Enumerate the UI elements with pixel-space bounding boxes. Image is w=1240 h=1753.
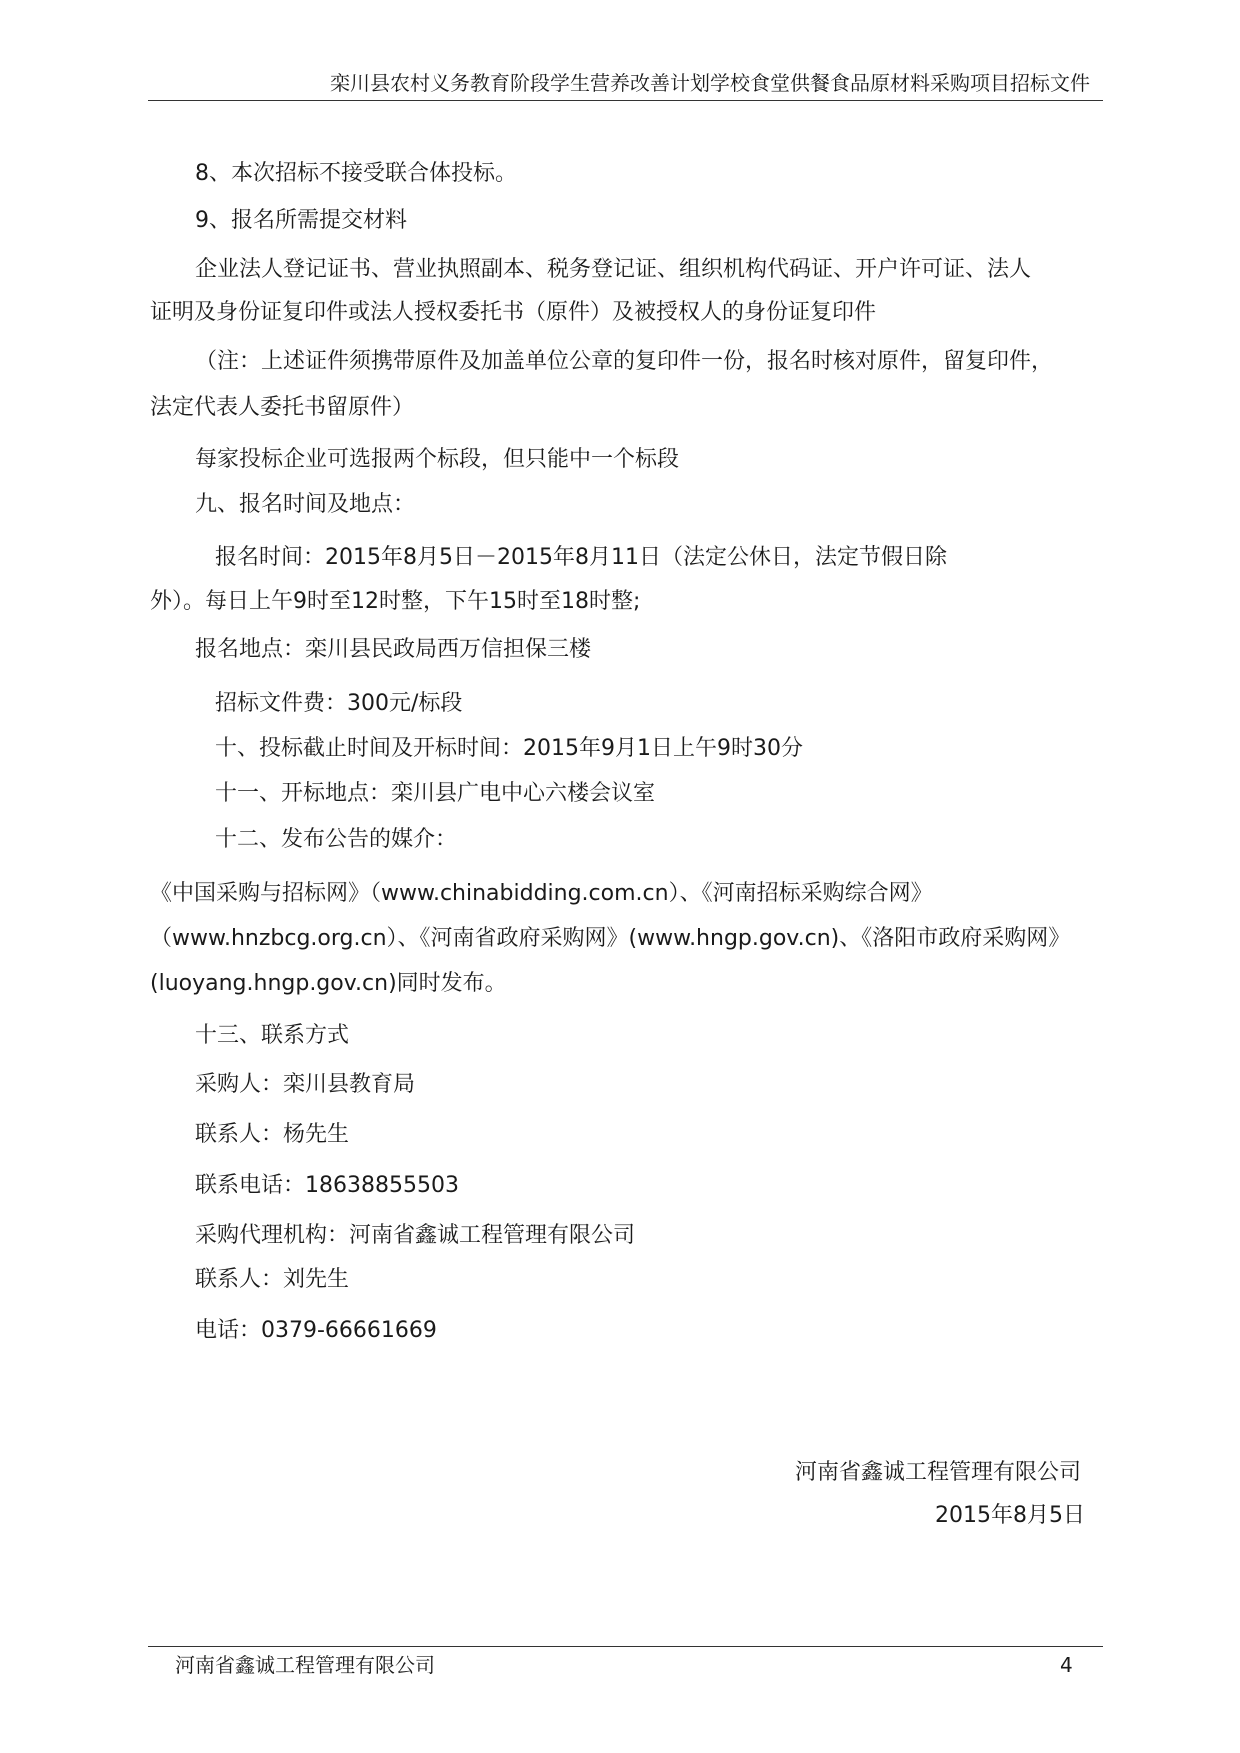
media-line-1: 《中国采购与招标网》（www.chinabidding.com.cn）、《河南招标采购综合网》 xyxy=(150,881,933,906)
item-9: 9、报名所需提交材料 xyxy=(195,208,407,233)
signature-company: 河南省鑫诚工程管理有限公司 xyxy=(795,1460,1082,1485)
contact-person-2: 联系人：刘先生 xyxy=(195,1267,350,1292)
section-11: 十一、开标地点：栾川县广电中心六楼会议室 xyxy=(215,781,656,806)
contact-phone-2: 电话：0379-66661669 xyxy=(195,1318,437,1343)
contact-phone-1: 联系电话：18638855503 xyxy=(195,1173,459,1198)
media-line-3: (luoyang.hngp.gov.cn)同时发布。 xyxy=(150,971,507,996)
media-line-2: （www.hnzbcg.org.cn）、《河南省政府采购网》(www.hngp.gov.cn)、《洛阳市政府采购网》 xyxy=(150,926,1071,951)
purchaser: 采购人：栾川县教育局 xyxy=(195,1072,416,1097)
registration-time-line-1: 报名时间：2015年8月5日－2015年8月11日（法定公休日，法定节假日除 xyxy=(215,545,947,570)
contact-person-1: 联系人：杨先生 xyxy=(195,1122,350,1147)
sections-rule: 每家投标企业可选报两个标段，但只能中一个标段 xyxy=(195,447,680,472)
document-header-title: 栾川县农村义务教育阶段学生营养改善计划学校食堂供餐食品原材料采购项目招标文件 xyxy=(330,71,1090,95)
note-line-2: 法定代表人委托书留原件） xyxy=(150,395,415,420)
footer-rule xyxy=(148,1646,1103,1647)
procurement-agency: 采购代理机构：河南省鑫诚工程管理有限公司 xyxy=(195,1223,636,1248)
section-9-title: 九、报名时间及地点： xyxy=(195,492,416,517)
signature-date: 2015年8月5日 xyxy=(935,1503,1085,1528)
page-number: 4 xyxy=(1060,1653,1073,1677)
section-13: 十三、联系方式 xyxy=(195,1023,350,1048)
item-8: 8、本次招标不接受联合体投标。 xyxy=(195,161,517,186)
note-line-1: （注：上述证件须携带原件及加盖单位公章的复印件一份，报名时核对原件，留复印件， xyxy=(195,349,1054,374)
registration-time-line-2: 外）。每日上午9时至12时整，下午15时至18时整; xyxy=(150,589,641,614)
materials-line-2: 证明及身份证复印件或法人授权委托书（原件）及被授权人的身份证复印件 xyxy=(150,300,877,325)
section-12: 十二、发布公告的媒介： xyxy=(215,827,458,852)
document-fee: 招标文件费：300元/标段 xyxy=(215,691,463,716)
registration-place: 报名地点：栾川县民政局西万信担保三楼 xyxy=(195,637,592,662)
section-10: 十、投标截止时间及开标时间：2015年9月1日上午9时30分 xyxy=(215,736,803,761)
header-rule xyxy=(148,100,1103,101)
footer-company: 河南省鑫诚工程管理有限公司 xyxy=(175,1653,435,1677)
materials-line-1: 企业法人登记证书、营业执照副本、税务登记证、组织机构代码证、开户许可证、法人 xyxy=(195,257,1032,282)
